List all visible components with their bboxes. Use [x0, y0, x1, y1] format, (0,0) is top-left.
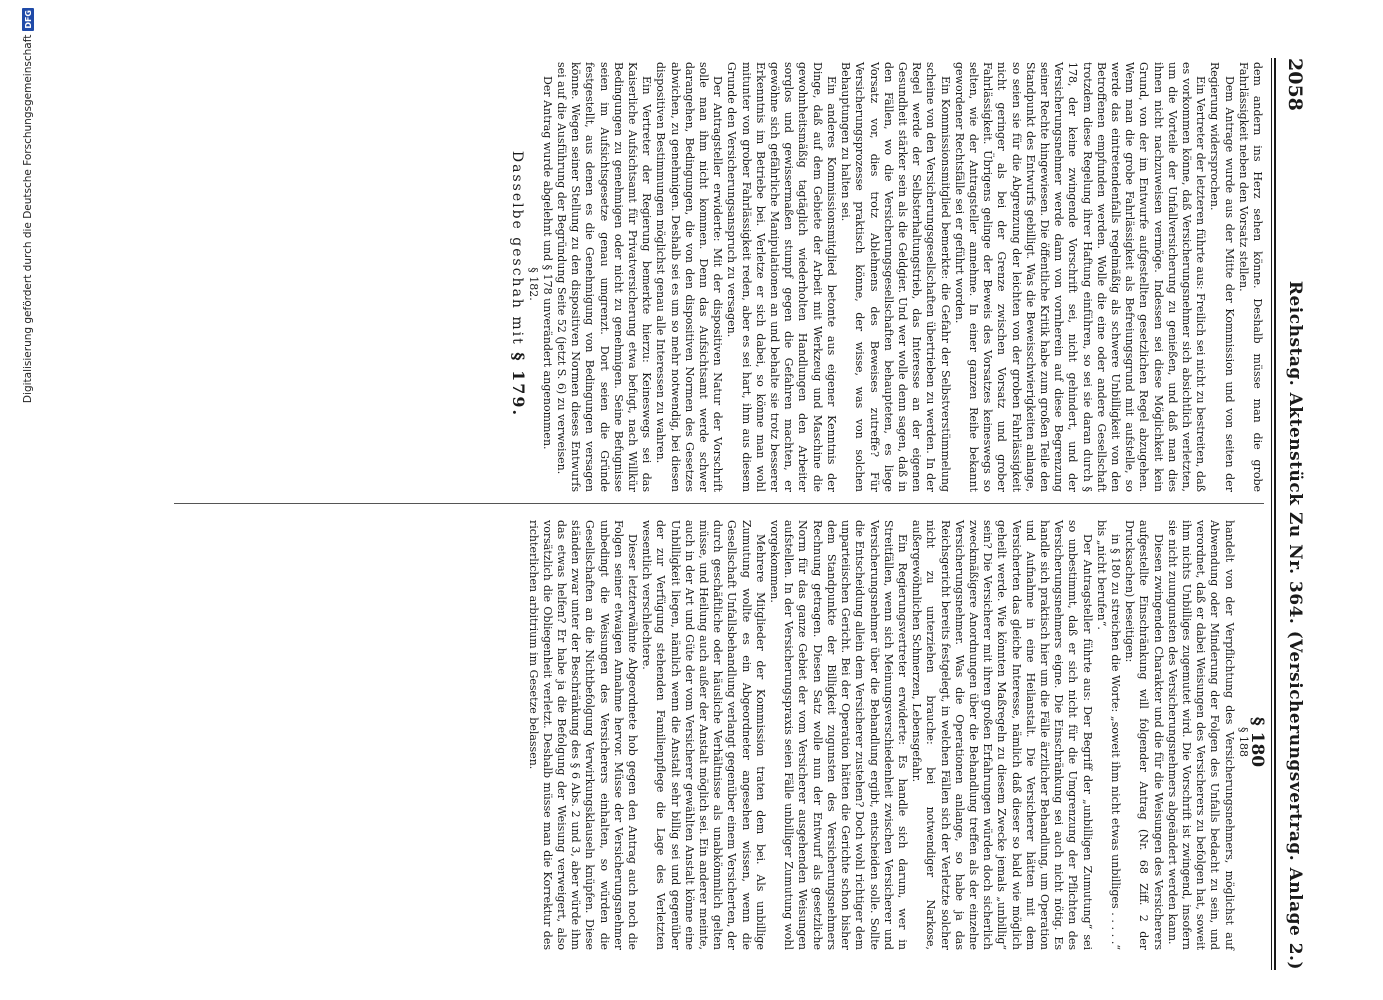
dfg-logo-icon: DFG — [23, 10, 33, 29]
paragraph: Diesen zwingenden Charakter und die für die Weisungen des Versicherers aufgestellte Einschränkung will folgender Antrag (Nr. 68 Ziff. 2 der Drucksachen) beseitigen: — [1123, 520, 1165, 950]
section-subheading: § 182. — [526, 267, 540, 301]
document-page — [70, 0, 1310, 1000]
page-number: 2058 — [1284, 58, 1306, 111]
paragraph: Ein Kommissionsmitglied bemerkte: die Gefahr der Selbstverstümmelung scheine von den Versicherungsgesellschaften übertrieben zu werden. In der Regel werde der Selbsterhaltungstrieb, das Interesse an der eigenen Gesundheit stärker sein als die Geldgier. Und wer wolle denn sagen, daß in den Fällen, wo die Versicherungsgesellschaften behaupteten, es liege Vorsatz vor, dies trotz Ablehnens des Beweises zutreffe? Für Versicherungsprozesse praktisch könne, der wisse, was von solchen Behauptungen zu halten sei. — [839, 62, 952, 492]
paragraph: Ein Vertreter der Regierung bemerkte hierzu: Keineswegs sei das Kaiserliche Aufsichtsamt für Privatversicherung etwa befugt, nach Willkür Bedingungen zu genehmigen oder nicht zu genehmigen. Seine Befugnisse seien im Aufsichtsgesetze genau umgrenzt. Dort seien die Gründe festgestellt, aus denen es die Genehmigung von Bedingungen versagen könne. Wegen seiner Stellung zu den dispositiven Normen dieses Entwurfs sei auf die Ausführung der Begründung Seite 52 (jetzt S. 6) zu verweisen. — [555, 62, 654, 492]
digitization-note-row — [22, 8, 34, 998]
digitization-footer — [0, 0, 34, 1000]
paragraph: Dieser letzterwähnte Abgeordnete hob gegen den Antrag auch noch die Folgen seiner etwaigen Annahme hervor. Müsse der Versicherungsnehmer unbedingt die Weisungen des Versicherers einhalten, so würden die Gesellschaften an die Nichtbefolgung Verwirkungsklauseln knüpfen. Diese ständen zwar unter der Beschränkung des § 6 Abs. 2 und 3, aber würde ihm das etwas helfen? Er habe ja die Befolgung der Weisung verweigert, also vorsätzlich die Obliegenheit verletzt. Deshalb müsse man die Korrektur des richterlichen arbitrium im Gesetze belassen. — [526, 520, 640, 950]
digitization-note: Digitalisierung gefördert durch die Deutsche Forschungsgemeinschaft — [22, 34, 34, 404]
paragraph: Ein Vertreter der letzteren führte aus: Freilich sei nicht zu bestreiten, daß es vorkommen könne, daß Versicherungsnehmer sich absichtlich verletzten, um die Vorteile der Unfallversicherung zu genießen, und daß man dies ihnen nicht nachzuweisen vermöge. Indessen sei diese Möglichkeit kein Grund, von der im Entwurfe aufgestellten gesetzlichen Regel abzugehen. Wenn man die grobe Fahrlässigkeit als Befreiungsgrund mit aufstelle, so werde das eintretendenfalls regelmäßig als schwere Unbilligkeit von den Betroffenen empfunden werden. Wolle die eine oder andere Gesellschaft trotzdem diese Regelung ihrer Haftung einführen, so sei sie daran durch § 178, der keine zwingende Vorschrift sei, nicht gehindert, und der Versicherungsnehmer werde dann von vornherein auf diese Begrenzung seiner Rechte hingewiesen. Die öffentliche Kritik habe zum großen Teile den Standpunkt des Entwurfs gebilligt. Was die Beweisschwierigkeiten anlange, so seien sie für die Abgrenzung der leichten von der groben Fahrlässigkeit nicht geringer als bei der Grenze zwischen Vorsatz und grober Fahrlässigkeit. Übrigens gelinge der Beweis des Vorsatzes keineswegs so selten, wie der Antragsteller annehme. In einer ganzen Reihe bekannt gewordener Rechtsfälle sei er geführt worden. — [952, 62, 1208, 492]
paragraph: Ein Regierungsvertreter erwiderte: Es handle sich darum, wer in Streitfällen, wenn sich Meinungsverschiedenheit zwischen Versicherer und Versicherungsnehmer über die Behandlung ergibt, entscheiden solle. Sollte die Entscheidung allein dem Versicherer zustehen? Doch wohl richtiger dem unparteiischen Gericht. Bei der Operation hätten die Gerichte schon bisher dem Standpunkte der Billigkeit zugunsten des Versicherungsnehmers Rechnung getragen. Diesen Satz wolle nun der Entwurf als gesetzliche Norm für das ganze Gebiet der vom Versicherer ausgehenden Weisungen aufstellen. In der Versicherungspraxis seien Fälle unbilliger Zumutung wohl vorgekommen. — [768, 520, 909, 950]
paragraph: Mehrere Mitglieder der Kommission traten dem bei. Als unbillige Zumutung wollte es ein Abgeordneter angesehen wissen, wenn die Gesellschaft Unfallsbehandlung verlangt gegenüber einem Versicherten, der durch geschäftliche oder häusliche Verhältnisse als unabkömmlich gelten müsse, und Heilung auch außer der Anstalt möglich sei. Ein anderer meinte, auch in der Art und Güte der vom Versicherer gewählten Anstalt könne eine Unbilligkeit liegen, nämlich wenn die Anstalt sehr billig sei und gegenüber der zur Verfügung stehenden Familienpflege die Lage des Verletzten wesentlich verschlechtere. — [640, 520, 767, 950]
right-column — [525, 520, 1267, 950]
quoted-amendment: in § 180 zu streichen die Worte: „soweit ihm nicht etwas unbilliges . . . . .“ bis „nicht berufen“. — [1094, 520, 1122, 950]
section-subheading: § 188 — [1236, 727, 1250, 757]
paragraph: handelt von der Verpflichtung des Versicherungsnehmers, möglichst auf Abwendung oder Minderung der Folgen des Unfalls bedacht zu sein, und verordnet, daß er dabei Weisungen des Versicherers zu befolgen hat, soweit ihm nichts Unbilliges zugemutet wird. Die Vorschrift ist zwingend, insofern sie nicht zuungunsten des Versicherungsnehmers abgeändert werden kann. — [1165, 520, 1236, 950]
running-title: Reichstag. Aktenstück Zu Nr. 364. (Versicherungsvertrag. Anlage 2.) — [1285, 280, 1305, 970]
paragraph: Der Antrag wurde abgelehnt und § 178 unverändert angenommen. — [540, 76, 554, 450]
column-divider — [174, 503, 1264, 504]
concluding-line — [509, 62, 529, 492]
paragraph: Der Antragsteller führte aus: Der Begriff der „unbilligen Zumutung“ sei so unbestimmt, daß er sich nicht für die Umgrenzung der Pflichten des Versicherungsnehmers eigne. Die Einschränkung sei auch nicht nötig. Es handle sich praktisch hier um die Fälle ärztlicher Behandlung, um Operation und Aufnahme in eine Heilanstalt. Die Versicherer hätten mit dem Versicherten das gleiche Interesse, nämlich daß dieser so bald wie möglich geheilt werde. Wie könnten Maßregeln zu diesem Zwecke jemals „unbillig“ sein? Die Versicherer mit ihren großen Erfahrungen würden doch sicherlich zweckmäßigere Anordnungen über die Behandlung treffen als der einzelne Versicherungsnehmer. Was die Operationen anlange, so habe ja das Reichsgericht bereits festgelegt, in welchen Fällen sich der Verletzte solcher nicht zu unterziehen brauche: bei notwendiger Narkose, außergewöhnlichen Schmerzen, Lebensgefahr. — [910, 520, 1094, 950]
page-header — [1280, 58, 1310, 970]
header-rule-thin — [1271, 58, 1272, 970]
concluding-text: Dasselbe geschah mit — [509, 150, 526, 346]
paragraph: dem andern ins Herz sehen könne. Deshalb müsse man die grobe Fahrlässigkeit neben den Vorsatz stellen. — [1236, 62, 1264, 492]
left-column — [510, 62, 1264, 492]
paragraph: Ein anderes Kommissionsmitglied betonte aus eigener Kenntnis der Dinge, daß auf dem Gebiete der Arbeit mit Werkzeug und Maschine die gewohnheitsmäßig tagtäglich wiederholten Handlungen den Arbeiter sorglos und gewissermaßen stumpf gegen die Gefahren machten, er gewöhne sich gefährliche Manipulationen an und behalte sie trotz besserer Erkenntnis im Betriebe bei. Verletze er sich dabei, so könne man wohl mitunter von grober Fahrlässigkeit reden, aber es sei hart, ihm aus diesem Grunde den Versicherungsanspruch zu versagen. — [725, 62, 838, 492]
paragraph: Der Antragsteller erwiderte: Mit der dispositiven Natur der Vorschrift solle man ihm nicht kommen. Denn das Aufsichtsamt werde schwer darangehen, Bedingungen, die von den dispositiven Normen des Gesetzes abwichen, zu genehmigen. Deshalb sei es um so mehr notwendig, bei diesen dispositiven Bestimmungen möglichst genau alle Interessen zu wahren. — [654, 62, 725, 492]
concluding-section: § 179. — [509, 352, 529, 418]
paragraph: Dem Antrage wurde aus der Mitte der Kommission und von seiten der Regierung widersprochen. — [1208, 62, 1236, 492]
section-heading: § 180 — [1247, 716, 1267, 768]
header-rule — [1274, 58, 1276, 970]
